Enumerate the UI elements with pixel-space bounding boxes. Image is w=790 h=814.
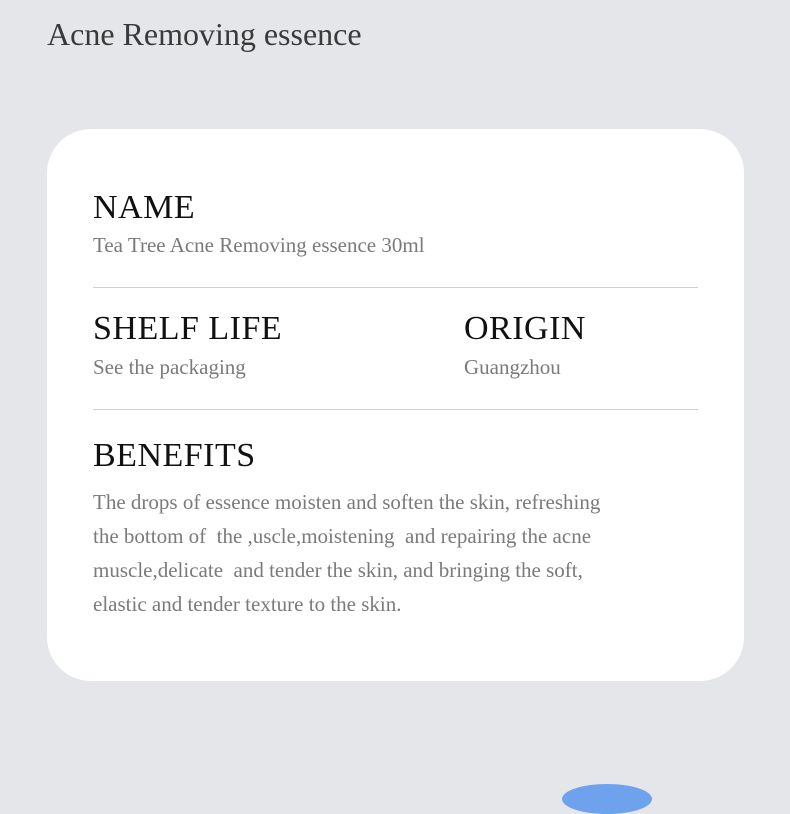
origin-label: ORIGIN	[464, 310, 586, 347]
name-label: NAME	[93, 189, 196, 226]
benefits-text	[93, 485, 673, 621]
page-title: Acne Removing essence	[47, 16, 362, 52]
shelf-life-value: See the packaging	[93, 355, 246, 379]
benefits-label: BENEFITS	[93, 437, 256, 474]
benefits-line: The drops of essence moisten and soften the skin, refreshing	[93, 490, 601, 514]
divider	[93, 287, 698, 288]
divider	[93, 409, 698, 410]
benefits-line: elastic and tender texture to the skin.	[93, 592, 402, 616]
origin-value: Guangzhou	[464, 355, 561, 379]
benefits-line: the bottom of the ,uscle,moistening and repairing the acne	[93, 524, 592, 548]
benefits-line: muscle,delicate and tender the skin, and bringing the soft,	[93, 558, 583, 582]
decorative-blue-shape	[562, 784, 652, 814]
shelf-life-label: SHELF LIFE	[93, 310, 283, 347]
product-info-card	[47, 129, 744, 681]
name-value: Tea Tree Acne Removing essence 30ml	[93, 233, 425, 257]
